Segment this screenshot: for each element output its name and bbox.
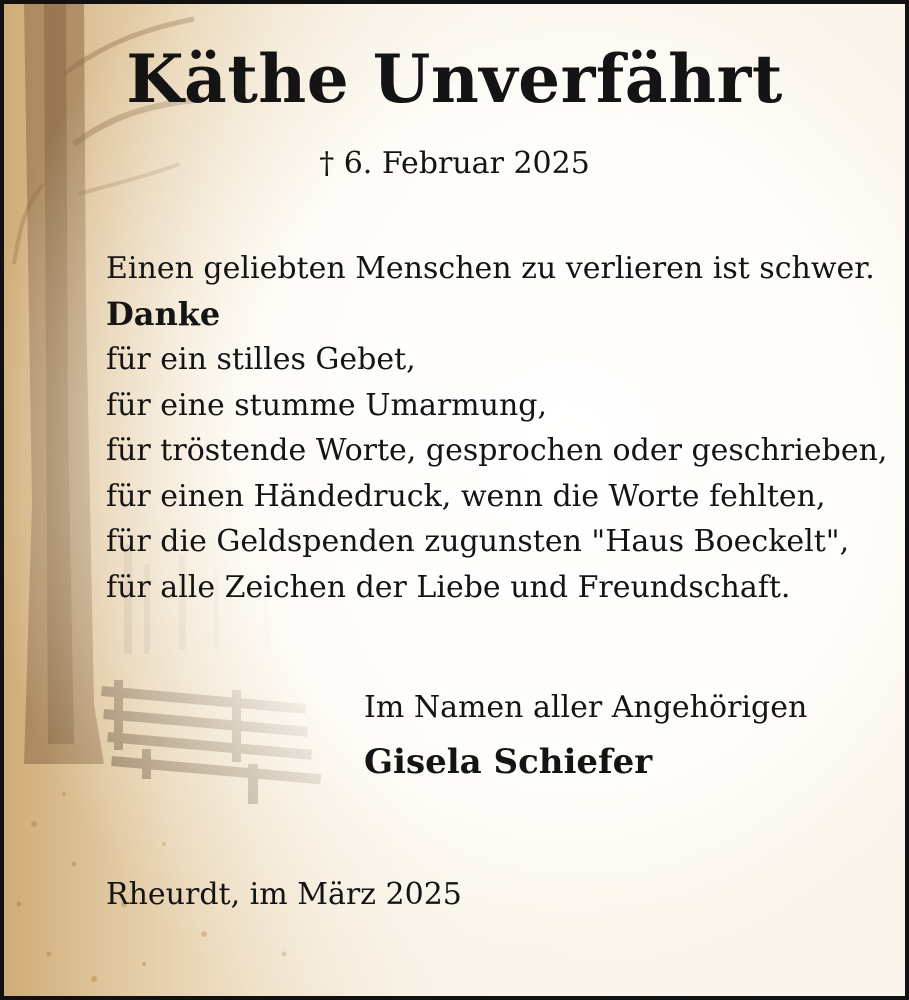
thanks-line: für ein stilles Gebet, xyxy=(106,342,416,377)
thanks-heading: Danke xyxy=(106,294,221,333)
thanks-line: für tröstende Worte, gesprochen oder geschrieben, xyxy=(106,433,888,468)
thanks-line: für einen Händedruck, wenn die Worte fehlten, xyxy=(106,478,826,514)
thanks-line: für alle Zeichen der Liebe und Freundschaft. xyxy=(106,569,791,605)
intro-line: Einen geliebten Menschen zu verlieren ist schwer. xyxy=(106,251,875,286)
death-date: † 6. Februar 2025 xyxy=(319,146,590,181)
place-and-date: Rheurdt, im März 2025 xyxy=(106,877,462,912)
signature-name: Gisela Schiefer xyxy=(364,742,653,782)
signature-intro: Im Namen aller Angehörigen xyxy=(364,690,808,725)
deceased-name: Käthe Unverfährt xyxy=(126,40,783,118)
thanks-line: für eine stumme Umarmung, xyxy=(106,387,548,423)
thanks-line: für die Geldspenden zugunsten "Haus Boeckelt", xyxy=(106,524,850,559)
message-body xyxy=(106,246,887,610)
